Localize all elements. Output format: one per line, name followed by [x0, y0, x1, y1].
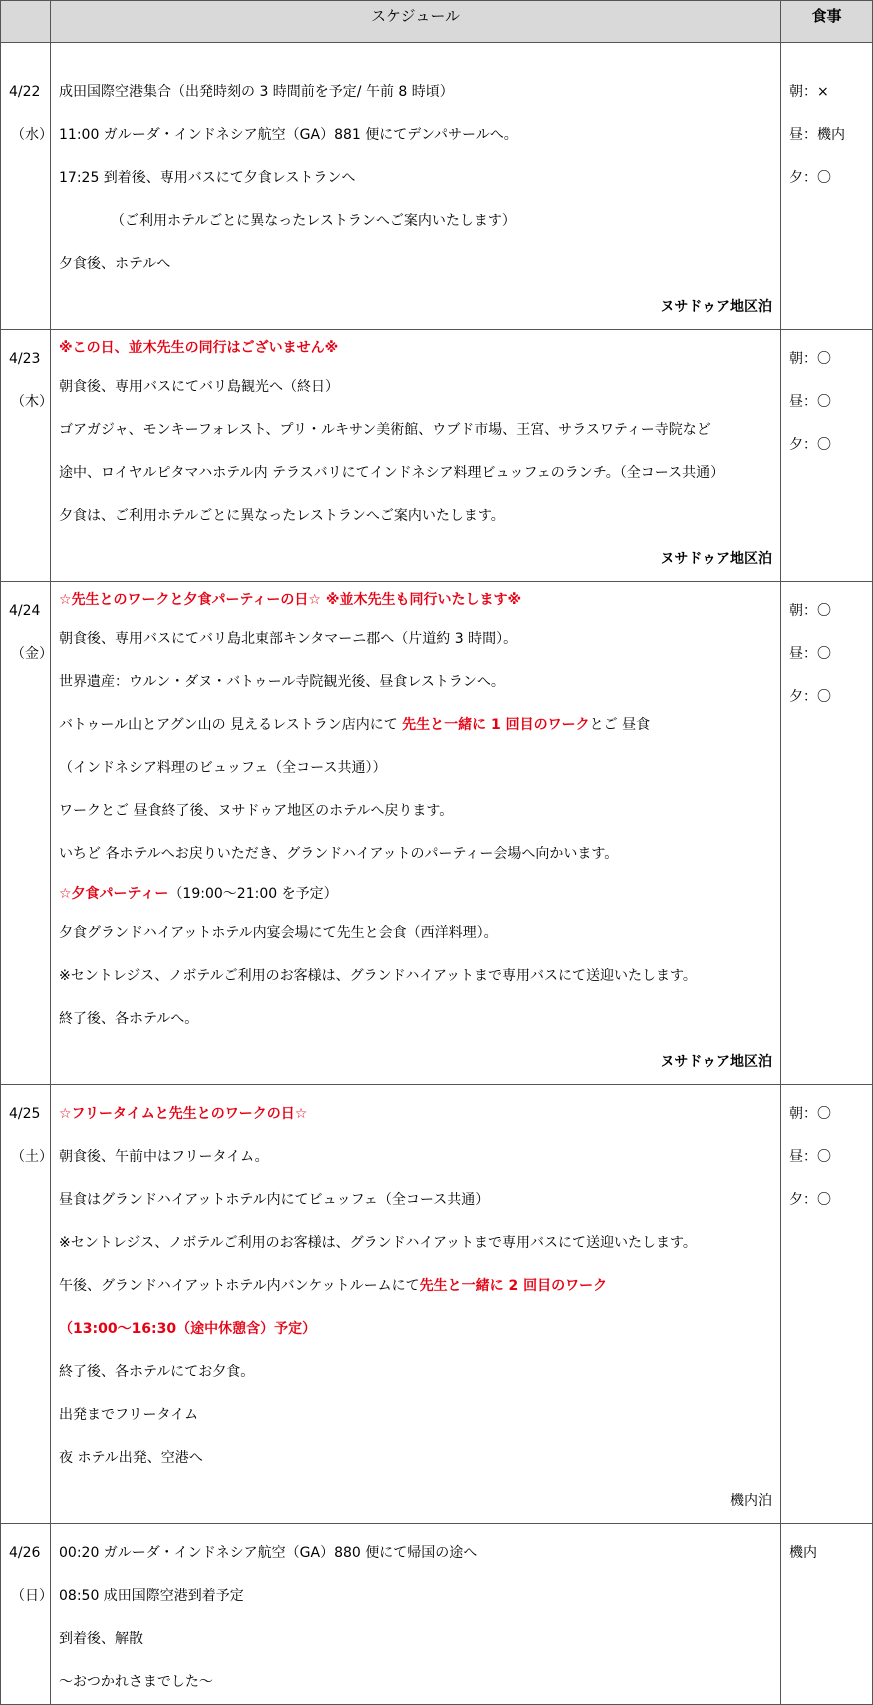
schedule-line: 昼食はグランドハイアットホテル内にてビュッフェ（全コース共通）	[59, 1192, 490, 1208]
meals-cell	[781, 1524, 873, 1705]
meal-dinner: 夕：〇	[789, 689, 831, 705]
meal-lunch: 昼：〇	[789, 1149, 831, 1165]
day-notice: ※この日、並木先生の同行はございません※	[59, 340, 339, 356]
schedule-cell	[51, 43, 781, 330]
date-header	[1, 1, 51, 43]
meal-lunch: 昼：〇	[789, 394, 831, 410]
schedule-line: 00:20 ガルーダ・インドネシア航空（GA）880 便にて帰国の途へ	[59, 1545, 478, 1561]
work-text: 午後、グランドハイアットホテル内バンケットルームにて	[59, 1278, 420, 1294]
header-row	[1, 1, 873, 43]
work-text-post: とご 昼食	[589, 717, 651, 733]
schedule-line: 成田国際空港集合（出発時刻の 3 時間前を予定/ 午前 8 時頃）	[59, 84, 454, 100]
overnight-stay: ヌサドゥア地区泊	[660, 299, 772, 315]
work-highlight: 先生と一緒に 1 回目のワーク	[402, 717, 590, 733]
schedule-line: 終了後、各ホテルにてお夕食。	[59, 1364, 255, 1380]
schedule-line: 夕食は、ご利用ホテルごとに異なったレストランへご案内いたします。	[59, 508, 505, 524]
schedule-line: 夜 ホテル出発、空港へ	[59, 1450, 203, 1466]
schedule-line: （インドネシア料理のビュッフェ（全コース共通））	[59, 760, 387, 776]
schedule-line: 途中、ロイヤルピタマハホテル内 テラスバリにてインドネシア料理ビュッフェのランチ。（全コース共通）	[59, 465, 725, 481]
day-weekday: （日）	[11, 1588, 53, 1604]
day-row-0422	[1, 43, 873, 330]
day-date: 4/23	[9, 351, 41, 367]
party-time: （19:00〜21:00 を予定）	[168, 886, 338, 902]
overnight-stay: ヌサドゥア地区泊	[660, 1054, 772, 1070]
schedule-cell	[51, 330, 781, 582]
date-cell	[1, 330, 51, 582]
date-cell	[1, 43, 51, 330]
schedule-header: スケジュール	[51, 1, 781, 43]
work-time-notice: （13:00〜16:30（途中休憩含）予定）	[59, 1321, 317, 1337]
schedule-line: ワークとご 昼食終了後、ヌサドゥア地区のホテルへ戻ります。	[59, 803, 454, 819]
day-notice: ☆先生とのワークと夕食パーティーの日☆ ※並木先生も同行いたします※	[59, 592, 522, 608]
work-text: バトゥール山とアグン山の 見えるレストラン店内にて	[59, 717, 403, 733]
schedule-line: 朝食後、午前中はフリータイム。	[59, 1149, 269, 1165]
meal-inflight: 機内	[789, 1545, 817, 1561]
day-row-0423	[1, 330, 873, 582]
day-weekday: （金）	[11, 646, 53, 662]
schedule-line: 朝食後、専用バスにてバリ島観光へ（終日）	[59, 379, 339, 395]
meal-lunch: 昼：〇	[789, 646, 831, 662]
schedule-line: ゴアガジャ、モンキーフォレスト、プリ・ルキサン美術館、ウブド市場、王宮、サラスワティー寺院など	[59, 422, 711, 438]
schedule-line: ※セントレジス、ノボテルご利用のお客様は、グランドハイアットまで専用バスにて送迎いたします。	[59, 968, 697, 984]
schedule-line: 夕食グランドハイアットホテル内宴会場にて先生と会食（西洋料理）。	[59, 925, 498, 941]
day-notice: ☆フリータイムと先生とのワークの日☆	[59, 1106, 308, 1122]
schedule-line: 17:25 到着後、専用バスにて夕食レストランへ	[59, 170, 356, 186]
schedule-line-work	[59, 1265, 772, 1308]
meal-breakfast: 朝：〇	[789, 351, 831, 367]
schedule-line: 到着後、解散	[59, 1631, 143, 1647]
day-row-0425	[1, 1085, 873, 1524]
schedule-cell	[51, 1524, 781, 1705]
day-row-0424	[1, 582, 873, 1085]
meal-breakfast: 朝：〇	[789, 603, 831, 619]
overnight-stay: ヌサドゥア地区泊	[660, 551, 772, 567]
meals-cell	[781, 1085, 873, 1524]
day-date: 4/24	[9, 603, 41, 619]
schedule-line: 08:50 成田国際空港到着予定	[59, 1588, 244, 1604]
meal-lunch: 昼：機内	[789, 127, 845, 143]
meals-cell	[781, 43, 873, 330]
meal-breakfast: 朝：×	[789, 84, 829, 100]
day-date: 4/25	[9, 1106, 41, 1122]
schedule-line: 夕食後、ホテルへ	[59, 256, 171, 272]
meals-header: 食事	[781, 1, 873, 43]
meals-cell	[781, 330, 873, 582]
day-weekday: （水）	[11, 127, 53, 143]
day-date: 4/22	[9, 84, 41, 100]
schedule-line-work	[59, 704, 772, 747]
meal-dinner: 夕：〇	[789, 1192, 831, 1208]
schedule-cell	[51, 582, 781, 1085]
schedule-line: いちど 各ホテルへお戻りいただき、グランドハイアットのパーティー会場へ向かいます。	[59, 846, 619, 862]
day-row-0426	[1, 1524, 873, 1705]
schedule-line: 11:00 ガルーダ・インドネシア航空（GA）881 便にてデンパサールへ。	[59, 127, 518, 143]
overnight-stay: 機内泊	[730, 1493, 772, 1509]
party-highlight: ☆夕食パーティー	[59, 886, 169, 902]
day-weekday: （木）	[11, 394, 53, 410]
schedule-line: 終了後、各ホテルへ。	[59, 1011, 199, 1027]
schedule-line: 出発までフリータイム	[59, 1407, 199, 1423]
date-cell	[1, 1524, 51, 1705]
meals-cell	[781, 582, 873, 1085]
date-cell	[1, 582, 51, 1085]
schedule-line: 朝食後、専用バスにてバリ島北東部キンタマーニ郡へ（片道約 3 時間）。	[59, 631, 518, 647]
day-date: 4/26	[9, 1545, 41, 1561]
meal-dinner: 夕：〇	[789, 437, 831, 453]
date-cell	[1, 1085, 51, 1524]
schedule-line: 〜おつかれさまでした〜	[59, 1674, 213, 1690]
schedule-line: ※セントレジス、ノボテルご利用のお客様は、グランドハイアットまで専用バスにて送迎いたします。	[59, 1235, 697, 1251]
meal-breakfast: 朝：〇	[789, 1106, 831, 1122]
work-highlight: 先生と一緒に 2 回目のワーク	[419, 1278, 608, 1294]
meal-dinner: 夕：〇	[789, 170, 831, 186]
schedule-line-party	[59, 876, 772, 912]
schedule-cell	[51, 1085, 781, 1524]
day-weekday: （土）	[11, 1149, 53, 1165]
schedule-line: 世界遺産：ウルン・ダヌ・バトゥール寺院観光後、昼食レストランへ。	[59, 674, 505, 690]
schedule-line: （ご利用ホテルごとに異なったレストランへご案内いたします）	[111, 213, 516, 229]
